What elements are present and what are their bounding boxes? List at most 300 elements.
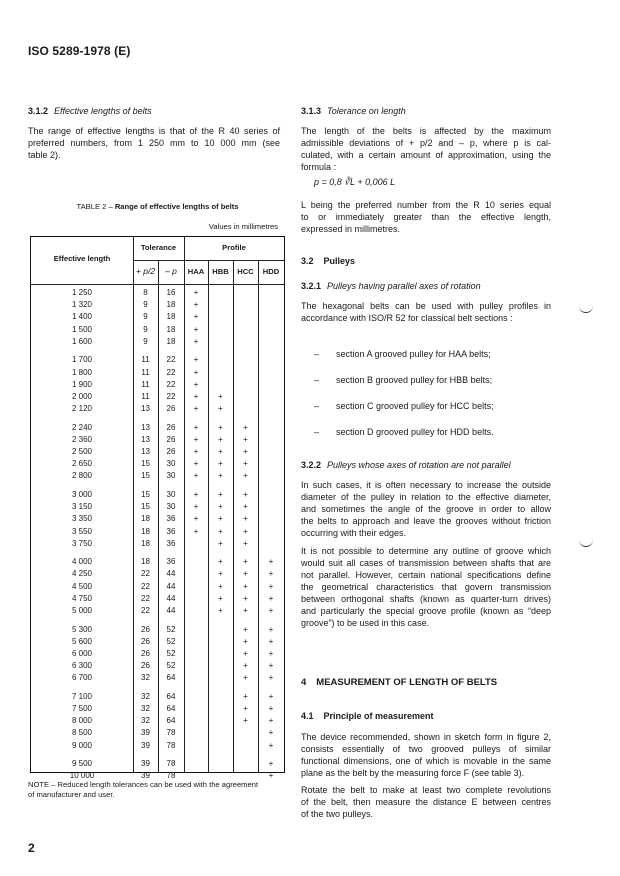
- section-3-2-2-heading: [301, 460, 511, 470]
- table-row: [31, 556, 284, 568]
- cell-hdd: +: [268, 716, 274, 726]
- cell-minus: 78: [166, 728, 176, 738]
- table-row: [31, 703, 284, 715]
- cell-minus: 44: [166, 569, 176, 579]
- cell-plus: 15: [141, 502, 150, 512]
- cell-minus: 52: [166, 624, 176, 634]
- margin-curve-mark-icon: [579, 538, 593, 547]
- table-row: [31, 470, 284, 482]
- cell-hbb: +: [218, 514, 223, 524]
- caption-title: Range of effective lengths of belts: [114, 202, 239, 211]
- cell-minus: 44: [166, 581, 176, 591]
- cell-len: 9 500: [71, 759, 93, 769]
- table-row: [31, 648, 284, 660]
- table-caption: [30, 202, 285, 211]
- cell-plus: 15: [141, 489, 150, 499]
- cell-minus: 78: [166, 759, 176, 769]
- cell-hcc: +: [243, 538, 248, 548]
- cell-plus: 9: [143, 312, 148, 322]
- cell-len: 1 500: [71, 324, 93, 334]
- cell-hdd: +: [268, 593, 274, 603]
- cell-len: 2 800: [71, 471, 93, 481]
- cell-haa: +: [193, 526, 199, 536]
- cell-minus: 44: [166, 606, 176, 615]
- table-row: [31, 367, 284, 379]
- section-3-2-2-para-2: [301, 545, 551, 629]
- table-row: [31, 458, 284, 470]
- cell-haa: +: [193, 489, 199, 499]
- cell-haa: +: [193, 434, 199, 444]
- section-3-1-3-text: [301, 125, 551, 173]
- text-line: groove”) to be used in this case.: [301, 618, 430, 628]
- table-row: [31, 581, 284, 593]
- text-line: consists essentially of two grooved pulleys of similar: [301, 744, 551, 754]
- bullet-text: section C grooved pulley for HCC belts;: [336, 401, 494, 411]
- cell-hdd: +: [268, 606, 274, 615]
- table-row: [31, 715, 284, 727]
- cell-len: 5 300: [71, 624, 93, 634]
- cell-haa: +: [193, 471, 199, 481]
- section-title: Pulleys having parallel axes of rotation: [327, 281, 481, 291]
- header-hbb: HBB: [212, 267, 229, 276]
- header-haa: HAA: [187, 267, 205, 276]
- cell-plus: 8: [143, 288, 148, 297]
- table-row: [31, 446, 284, 458]
- cell-hcc: +: [243, 569, 248, 579]
- table-note: [28, 780, 288, 800]
- text-line: The hexagonal belts can be used with pulley profiles in: [301, 301, 551, 311]
- cell-len: 2 240: [71, 422, 93, 432]
- table-row: [31, 691, 284, 703]
- document-id: ISO 5289-1978 (E): [28, 44, 131, 58]
- cell-len: 3 350: [71, 514, 93, 524]
- text-line: It is not possible to determine any outline of groove which: [301, 546, 551, 556]
- cell-hbb: +: [218, 489, 223, 499]
- table-row: [31, 538, 284, 550]
- dash-icon: –: [314, 349, 320, 359]
- cell-hcc: +: [243, 581, 248, 591]
- cell-minus: 64: [166, 691, 176, 701]
- cell-haa: +: [193, 300, 199, 310]
- section-title: Pulleys: [323, 256, 356, 266]
- header-divider: [31, 284, 284, 285]
- header-hdd: HDD: [262, 267, 280, 276]
- page-number: 2: [28, 841, 35, 855]
- cell-hcc: +: [243, 648, 248, 658]
- text-line: of the belt, then measure the distance E between centres: [301, 797, 551, 807]
- cell-haa: +: [193, 391, 199, 401]
- cell-plus: 9: [143, 336, 148, 346]
- cell-len: 1 700: [71, 355, 93, 365]
- text-line: and sometimes the angle of the groove in order to allow: [301, 504, 551, 514]
- text-line: preferred numbers, from 1 250 mm to 10 000 mm (see: [28, 138, 280, 148]
- note-line: NOTE – Reduced length tolerances can be used with the agreement: [28, 780, 259, 789]
- cell-hdd: +: [268, 624, 274, 634]
- cell-hdd: +: [268, 569, 274, 579]
- section-number: 4: [301, 677, 307, 688]
- cell-plus: 39: [141, 740, 150, 750]
- cell-len: 5 000: [71, 606, 93, 615]
- bullet-text: section B grooved pulley for HBB belts;: [336, 375, 493, 385]
- cell-len: 4 000: [71, 557, 93, 567]
- cell-plus: 11: [141, 367, 150, 377]
- cell-haa: +: [193, 514, 199, 524]
- section-title: Principle of measurement: [323, 711, 434, 721]
- section-3-2-2-para-1: [301, 479, 551, 539]
- cell-minus: 18: [166, 312, 176, 322]
- cell-minus: 78: [166, 771, 176, 781]
- cell-haa: +: [193, 312, 199, 322]
- dash-icon: –: [314, 375, 320, 385]
- cell-len: 9 000: [71, 740, 93, 750]
- cell-hcc: +: [243, 447, 248, 456]
- cell-hbb: +: [218, 593, 223, 603]
- cell-hcc: +: [243, 691, 248, 701]
- text-line: and particularly the special groove profile (known as “deep: [301, 606, 551, 616]
- cell-plus: 13: [141, 422, 150, 432]
- cell-len: 2 360: [71, 434, 93, 444]
- cell-hcc: +: [243, 593, 248, 603]
- cell-minus: 18: [166, 300, 176, 310]
- cell-hcc: +: [243, 422, 248, 432]
- cell-hdd: +: [268, 691, 274, 701]
- dash-icon: –: [314, 427, 320, 437]
- text-line: accordance with ISO/R 52 for classical belt sections :: [301, 313, 513, 323]
- table-row: [31, 299, 284, 311]
- section-3-2-1-heading: [301, 281, 481, 291]
- cell-hdd: +: [268, 581, 274, 591]
- cell-minus: 22: [166, 379, 176, 389]
- cell-plus: 22: [141, 581, 150, 591]
- cell-hdd: +: [268, 636, 274, 646]
- cell-len: 3 550: [71, 526, 93, 536]
- cell-hbb: +: [218, 606, 223, 615]
- cell-minus: 30: [166, 502, 176, 512]
- cell-haa: +: [193, 324, 199, 334]
- cell-plus: 22: [141, 593, 150, 603]
- text-line: culated, with a certain amount of approximation, using the: [301, 150, 551, 160]
- cell-haa: +: [193, 422, 199, 432]
- cell-plus: 39: [141, 728, 150, 738]
- cell-hcc: +: [243, 716, 248, 726]
- cell-haa: +: [193, 404, 199, 414]
- cell-plus: 9: [143, 300, 148, 310]
- cell-hcc: +: [243, 661, 248, 671]
- cell-plus: 15: [141, 471, 150, 481]
- text-line: not parallel. However, certain national specifications define: [301, 570, 551, 580]
- cell-plus: 18: [141, 514, 150, 524]
- cell-minus: 52: [166, 648, 176, 658]
- cell-plus: 15: [141, 459, 150, 469]
- text-line: would suit all cases of transmission between shafts that are: [301, 558, 551, 568]
- text-line: of the two pulleys.: [301, 809, 374, 819]
- cell-plus: 39: [141, 771, 150, 781]
- cell-len: 10 000: [69, 771, 95, 781]
- cell-haa: +: [193, 379, 199, 389]
- cell-hdd: +: [268, 728, 274, 738]
- cell-plus: 18: [141, 557, 150, 567]
- cell-len: 3 150: [71, 502, 93, 512]
- cell-plus: 9: [143, 324, 148, 334]
- cell-hbb: +: [218, 447, 223, 456]
- caption-prefix: TABLE 2 –: [76, 202, 115, 211]
- text-line: L being the preferred number from the R 10 series equal: [301, 200, 551, 210]
- cell-plus: 32: [141, 691, 150, 701]
- table-row: [31, 489, 284, 501]
- cell-haa: +: [193, 447, 199, 456]
- bullet-item: [314, 427, 494, 437]
- cell-hdd: +: [268, 740, 274, 750]
- cell-minus: 64: [166, 716, 176, 726]
- cell-plus: 13: [141, 447, 150, 456]
- cell-plus: 11: [141, 355, 150, 365]
- table-row: [31, 287, 284, 299]
- text-line: plane as the belt by the measuring force F (see table 3).: [301, 768, 525, 778]
- cell-minus: 52: [166, 636, 176, 646]
- cell-plus: 32: [141, 704, 150, 713]
- section-number: 3.2.2: [301, 460, 322, 470]
- cell-hbb: +: [218, 502, 223, 512]
- formula-explanation: [301, 199, 551, 235]
- table-row: [31, 391, 284, 403]
- cell-len: 2 120: [71, 404, 93, 414]
- cell-minus: 36: [166, 526, 176, 536]
- cell-minus: 30: [166, 489, 176, 499]
- cell-hdd: +: [268, 648, 274, 658]
- cell-hcc: +: [243, 514, 248, 524]
- cell-minus: 22: [166, 367, 176, 377]
- cell-hbb: +: [218, 557, 223, 567]
- table-row: [31, 354, 284, 366]
- cell-plus: 39: [141, 759, 150, 769]
- header-plus-p-half: + p/2: [135, 266, 156, 276]
- section-4-1-heading: [301, 711, 434, 721]
- tolerance-formula: p = 0,8 ∛L + 0,006 L: [314, 177, 396, 187]
- cell-len: 1 400: [71, 312, 93, 322]
- cell-len: 7 100: [71, 691, 93, 701]
- note-line: of manufacturer and user.: [28, 790, 115, 799]
- row-divider: [133, 260, 284, 261]
- section-3-1-2-text: [28, 125, 280, 161]
- section-4-1-para-1: [301, 731, 551, 779]
- cell-plus: 26: [141, 661, 150, 671]
- cell-hbb: +: [218, 569, 223, 579]
- cell-hdd: +: [268, 771, 274, 781]
- text-line: between orthogonal shafts (known as quarter-turn drives): [301, 594, 551, 604]
- cell-minus: 16: [166, 288, 176, 297]
- cell-minus: 36: [166, 538, 176, 548]
- cell-minus: 36: [166, 557, 176, 567]
- section-4-heading: [301, 677, 497, 688]
- table-row: [31, 513, 284, 525]
- cell-len: 2 650: [71, 459, 93, 469]
- header-minus-p: – p: [165, 266, 177, 276]
- text-line: Rotate the belt to make at least two complete revolutions: [301, 785, 551, 795]
- cell-plus: 26: [141, 636, 150, 646]
- cell-minus: 36: [166, 514, 176, 524]
- section-title: Pulleys whose axes of rotation are not parallel: [327, 460, 511, 470]
- cell-plus: 22: [141, 569, 150, 579]
- text-line: The range of effective lengths is that of the R 40 series of: [28, 126, 280, 136]
- cell-minus: 26: [166, 404, 176, 414]
- text-line: functional dimensions, one of which is movable in the same: [301, 756, 551, 766]
- header-tolerance: Tolerance: [140, 243, 177, 252]
- cell-hdd: +: [268, 759, 274, 769]
- table-row: [31, 422, 284, 434]
- table-row: [31, 336, 284, 348]
- cell-plus: 13: [141, 434, 150, 444]
- cell-hdd: +: [268, 557, 274, 567]
- text-line: The device recommended, shown in sketch form in figure 2,: [301, 732, 551, 742]
- header-effective-length: Effective length: [53, 254, 111, 263]
- bullet-text: section A grooved pulley for HAA belts;: [336, 349, 491, 359]
- section-3-2-heading: [301, 256, 355, 266]
- text-line: the geometrical characteristics that govern transmission: [301, 582, 551, 592]
- text-line: occurring with their edges.: [301, 528, 407, 538]
- cell-haa: +: [193, 459, 199, 469]
- cell-minus: 64: [166, 673, 176, 683]
- cell-haa: +: [193, 367, 199, 377]
- text-line: the belts to approach and leave the grooves without friction: [301, 516, 551, 526]
- section-3-2-1-text: [301, 300, 551, 324]
- cell-hcc: +: [243, 704, 248, 713]
- cell-hcc: +: [243, 459, 248, 469]
- cell-plus: 26: [141, 648, 150, 658]
- text-line: formula :: [301, 162, 337, 172]
- cell-len: 2 500: [71, 447, 93, 456]
- header-profile: Profile: [222, 243, 246, 252]
- table-row: [31, 660, 284, 672]
- cell-haa: +: [193, 288, 199, 297]
- cell-minus: 64: [166, 704, 176, 713]
- section-title: Tolerance on length: [327, 106, 406, 116]
- text-line: The length of the belts is affected by the maximum: [301, 126, 551, 136]
- bullet-item: [314, 401, 494, 411]
- cell-len: 1 600: [71, 336, 93, 346]
- cell-haa: +: [193, 355, 199, 365]
- table-row: [31, 379, 284, 391]
- dash-icon: –: [314, 401, 320, 411]
- cell-hbb: +: [218, 471, 223, 481]
- effective-lengths-table: [30, 236, 285, 781]
- cell-plus: 26: [141, 624, 150, 634]
- cell-plus: 11: [141, 391, 150, 401]
- cell-hcc: +: [243, 489, 248, 499]
- table-row: [31, 593, 284, 605]
- cell-len: 1 320: [71, 300, 93, 310]
- cell-hcc: +: [243, 557, 248, 567]
- cell-minus: 26: [166, 434, 176, 444]
- cell-plus: 22: [141, 606, 150, 615]
- cell-len: 8 500: [71, 728, 93, 738]
- cell-minus: 30: [166, 471, 176, 481]
- cell-len: 3 000: [71, 489, 93, 499]
- cell-hcc: +: [243, 471, 248, 481]
- cell-plus: 18: [141, 538, 150, 548]
- cell-minus: 18: [166, 336, 176, 346]
- table-row: [31, 605, 284, 617]
- cell-hdd: +: [268, 673, 274, 683]
- section-number: 3.2: [301, 256, 314, 266]
- section-number: 4.1: [301, 711, 314, 721]
- cell-len: 4 250: [71, 569, 93, 579]
- table-row: [31, 624, 284, 636]
- cell-hcc: +: [243, 606, 248, 615]
- cell-hcc: +: [243, 434, 248, 444]
- cell-hcc: +: [243, 673, 248, 683]
- cell-len: 3 750: [71, 538, 93, 548]
- cell-len: 7 500: [71, 704, 93, 713]
- table-row: [31, 501, 284, 513]
- table-row: [31, 403, 284, 415]
- cell-minus: 22: [166, 391, 176, 401]
- cell-len: 1 250: [71, 288, 93, 297]
- cell-minus: 30: [166, 459, 176, 469]
- cell-hbb: +: [218, 526, 223, 536]
- bullet-item: [314, 375, 492, 385]
- section-number: 3.2.1: [301, 281, 322, 291]
- text-line: expressed in millimetres.: [301, 224, 401, 234]
- cell-len: 1 900: [71, 379, 93, 389]
- cell-hbb: +: [218, 434, 223, 444]
- section-title: Effective lengths of belts: [54, 106, 152, 116]
- bullet-text: section D grooved pulley for HDD belts.: [336, 427, 494, 437]
- margin-curve-mark-icon: [579, 304, 593, 313]
- cell-plus: 32: [141, 673, 150, 683]
- section-3-1-2-heading: [28, 106, 152, 116]
- cell-minus: 26: [166, 422, 176, 432]
- table-row: [31, 324, 284, 336]
- text-line: In such cases, it is often necessary to increase the outside: [301, 480, 551, 490]
- cell-minus: 52: [166, 661, 176, 671]
- header-hcc: HCC: [237, 267, 254, 276]
- cell-hcc: +: [243, 624, 248, 634]
- bullet-item: [314, 349, 491, 359]
- table-row: [31, 568, 284, 580]
- section-4-1-para-2: [301, 784, 551, 820]
- cell-len: 5 600: [71, 636, 93, 646]
- cell-len: 6 000: [71, 648, 93, 658]
- table-units: Values in millimetres: [208, 222, 278, 231]
- text-line: to or immediately greater than the effective length,: [301, 212, 551, 222]
- cell-plus: 13: [141, 404, 150, 414]
- cell-plus: 11: [141, 379, 150, 389]
- text-line: diameter of the pulley in relation to the effective diameter,: [301, 492, 551, 502]
- cell-len: 6 700: [71, 673, 93, 683]
- cell-hdd: +: [268, 704, 274, 713]
- cell-hbb: +: [218, 538, 223, 548]
- table-row: [31, 672, 284, 684]
- cell-hdd: +: [268, 661, 274, 671]
- text-line: admissible deviations of + p/2 and – p, where p is cal-: [301, 138, 551, 148]
- cell-hbb: +: [218, 422, 223, 432]
- cell-len: 1 800: [71, 367, 93, 377]
- cell-hbb: +: [218, 459, 223, 469]
- cell-len: 8 000: [71, 716, 93, 726]
- table-row: [31, 434, 284, 446]
- table-row: [31, 636, 284, 648]
- section-title: MEASUREMENT OF LENGTH OF BELTS: [316, 677, 498, 688]
- cell-hbb: +: [218, 581, 223, 591]
- table-row: [31, 758, 284, 770]
- cell-minus: 44: [166, 593, 176, 603]
- cell-len: 6 300: [71, 661, 93, 671]
- text-line: table 2).: [28, 150, 61, 160]
- section-number: 3.1.3: [301, 106, 322, 116]
- cell-len: 4 500: [71, 581, 93, 591]
- cell-haa: +: [193, 502, 199, 512]
- section-number: 3.1.2: [28, 106, 49, 116]
